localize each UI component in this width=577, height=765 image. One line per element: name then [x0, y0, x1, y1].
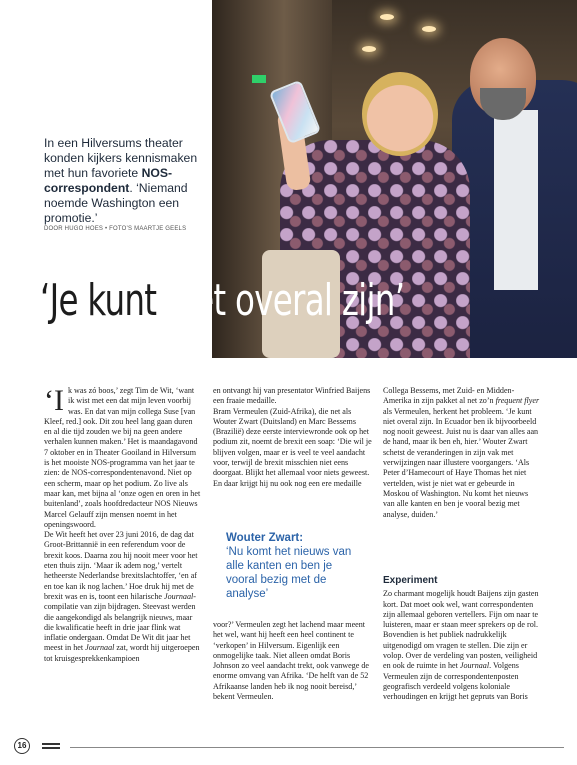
body-column-2-continued: [213, 620, 373, 702]
paragraph: De Wit heeft het over 23 juni 2016, de dag dat Groot-Brittannië in een referendum voor de brexit koos. Daarna zou hij nooit meer voor het eten thuis zijn. ‘Maar ik adem nog,’ vertelt hetheerste Nederlandse brexitslachtoffer, ‘en af en toe kan ik nog lachen.’ Hoe druk hij met de brexit was en is, toont een hilarische Journaal-compilatie van zijn bijdragen. Steevast werden die aangekondigd als belangrijk nieuws, maar die kwalificatie heeft in drie jaar flink wat inflatie ondergaan. Omdat De Wit dit jaar het meest in het Journaal zat, wordt hij uitgeroepen tot kruisgesprekkenkampioen: [44, 530, 200, 663]
magazine-logo-icon: [42, 743, 60, 749]
intro-text: [44, 136, 212, 226]
dropcap: ‘I: [44, 384, 64, 417]
body-column-2: [213, 386, 373, 489]
headline: [40, 276, 404, 326]
footer-rule: [70, 747, 564, 748]
intro-part1: In een Hilversums theater konden kijkers kennismaken met hun favoriete: [44, 136, 198, 180]
byline: DOOR HUGO HOES • FOTO’S MAARTJE GEELS: [44, 226, 187, 232]
body-column-3-continued: [383, 576, 541, 703]
paragraph: Zo charmant mogelijk houdt Baijens zijn gasten kort. Dat moet ook wel, want correspondenten zijn allemaal geboren vertellers. Fijn om naar te luisteren, maar er staan meer sprekers op de rol. Bovendien is het publiek nadrukkelijk uitgenodigd om vragen te stellen. Die zijn er volop. Over de verdeling van posten, veiligheid en ook de ruimte in het Journaal. Volgens Vermeulen zijn de correspondentenposten geografisch verdeeld volgens koloniale verhoudingen en krijgt het gepruts van Boris: [383, 589, 539, 702]
page-number: 16: [14, 738, 30, 754]
pull-quote: [226, 531, 366, 601]
paragraph: Bram Vermeulen (Zuid-Afrika), die net als Wouter Zwart (Duitsland) en Marc Bessems (Brazilië) deze eerste interviewronde ook op het podium zit, noemt de brexit een soap: ‘Die wil je blijven volgen, maar er is veel te veel aandacht voor, terwijl de brexit misschien niet eens doorgaat. Blijkt het allemaal voor niets geweest. En daar krijgt hij nu ook nog een ere medaille: [213, 406, 372, 488]
intro-part2: . ‘Niemand noemde Washington een promotie.’: [44, 181, 188, 225]
intro-bold: NOS-correspondent: [44, 166, 173, 195]
paragraph: Collega Bessems, met Zuid- en Midden-Amerika in zijn pakket al net zo’n frequent flyer als Vermeulen, herkent het probleem. ‘Je kunt niet overal zijn. In Ecuador ben ik bijvoorbeeld nog nooit geweest. Juist nu is daar van alles aan de hand, maar ik ben eh, hier.’ Wouter Zwart schetst de veranderingen in zijn vak met verwijzingen naar illustere voorgangers. ‘Als Peter d’Hamecourt of Haye Thomas het niet vertelden, wist je niet wat er gebeurde in Moskou of Washington. Nu komt het nieuws van alle kanten en ben je vooral bezig met analyse, duiden.’: [383, 386, 540, 519]
paragraph: en ontvangt hij van presentator Winfried Baijens een fraaie medaille.: [213, 386, 371, 406]
body-column-3: [383, 386, 541, 520]
pull-quote-text: ‘Nu komt het nieuws van alle kanten en ben je vooral bezig met de analyse’: [226, 546, 352, 600]
headline-light: niet overal zijn’: [165, 275, 405, 326]
body-column-1: [44, 386, 202, 664]
paragraph: k was zó boos,’ zegt Tim de Wit, ‘want ik wist met een dat mijn leven voorbij was. En dat van mijn collega Suse [van Kleef, red.] ook. Dit zou heel lang gaan duren en al die tijd zouden we bij na geen andere verhalen kunnen maken.’ Het is maandagavond 7 oktober en in Theater Gooiland in Hilversum is het mooiste NOS-programma van het jaar te zien: de NOS-correspondentenavond. Niet op een scherm, maar op het podium. Zo live als maar kan, met bijna al ‘onze ogen en oren in het buitenland’, zoals hoofdredacteur NOS Nieuws Marcel Gelauff zijn mensen noemt in het openingswoord.: [44, 386, 201, 529]
subheading: Experiment: [383, 575, 438, 586]
paragraph: voor?’ Vermeulen zegt het lachend maar meent het wel, want hij heeft een heel continent te ‘verkopen’ in Hilversum. Eigenlijk een onmogelijke taak. Niet alleen omdat Boris Johnson zo veel aandacht trekt, ook vanwege de enorme omvang van Afrika. ‘De helft van de 52 Afrikaanse landen heb ik nog nooit bereisd,’ bekent Vermeulen.: [213, 620, 369, 702]
pull-quote-name: Wouter Zwart:: [226, 532, 304, 544]
headline-dark: ‘Je kunt: [40, 275, 166, 326]
